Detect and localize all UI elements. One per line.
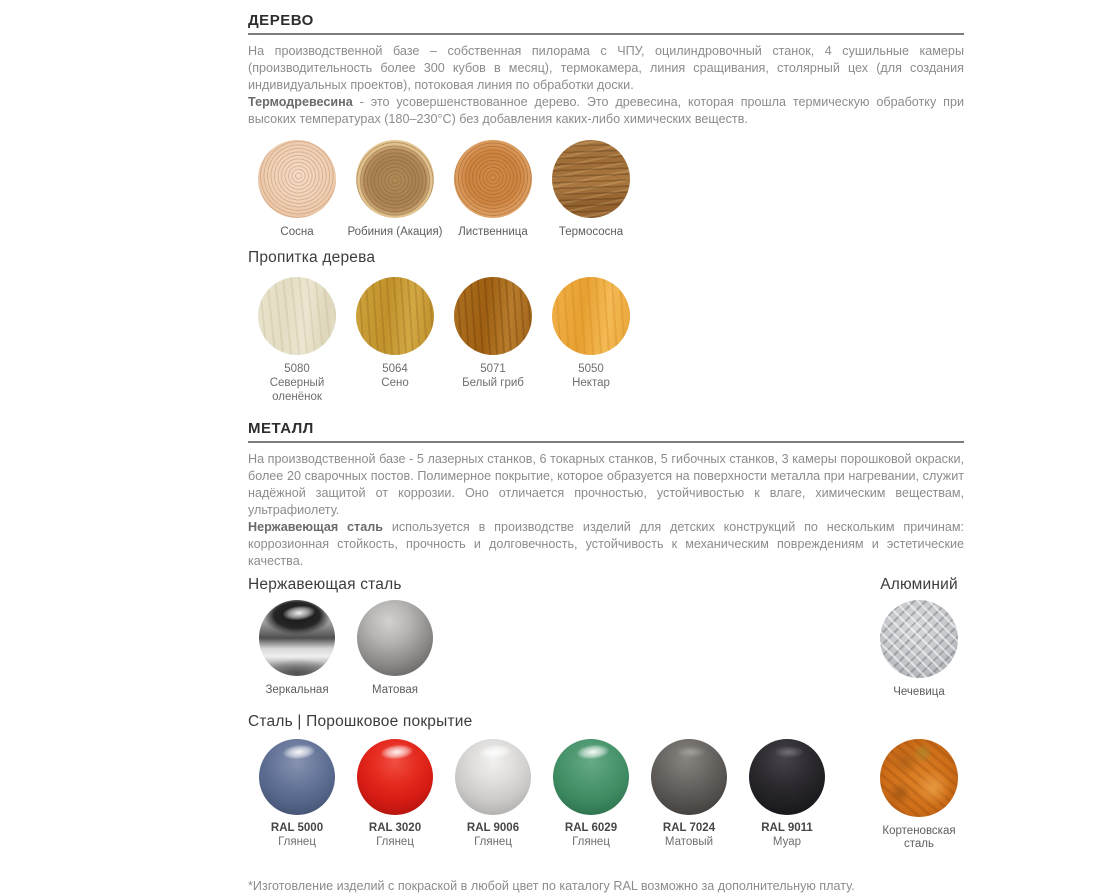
ral-9011-caption xyxy=(761,822,813,849)
aluminum-subheading: Алюминий xyxy=(880,576,958,593)
metal-section-title: МЕТАЛЛ xyxy=(248,420,314,437)
ral-3020-swatch xyxy=(357,739,433,815)
ral-9006 xyxy=(444,739,542,851)
stainless-mirror xyxy=(248,600,346,697)
thermopine-label: Термососна xyxy=(558,226,624,238)
stain-5050-name: Нектар xyxy=(572,377,610,389)
stainless-description: используется в производстве изделий для детских конструкций по нескольким причинам: коррозионная стойкость, прочность и долговечность, устойчивость к механическим повреждениям и эстетические качества. xyxy=(248,520,964,568)
matte-steel-label: Матовая xyxy=(372,684,418,696)
ral-9006-caption xyxy=(467,822,519,849)
ral-7024-finish: Матовый xyxy=(664,836,714,848)
ral-3020-finish: Глянец xyxy=(376,836,414,848)
wood-species-thermopine xyxy=(542,140,640,239)
wood-intro-text: На производственной базе – собственная пилорама с ЧПУ, оцилиндровочный станок, 4 сушильные камеры (производительность более 300 кубов в месяц), термокамера, линия сращивания, столярный цех (для создания индивидуальных проектов), потоковая линия по обработки доски. xyxy=(248,44,964,92)
ral-6029-finish: Глянец xyxy=(572,836,610,848)
mirror-steel-swatch xyxy=(259,600,335,676)
pine-swatch xyxy=(258,140,336,218)
robinia-swatch xyxy=(356,140,434,218)
corten-steel-swatch xyxy=(880,739,958,817)
ral-9011-finish: Муар xyxy=(772,836,802,848)
wood-intro-paragraph xyxy=(248,43,964,128)
ral-footnote: *Изготовление изделий с покраской в любой цвет по каталогу RAL возможно за дополнительную плату. xyxy=(248,879,855,893)
ral-5000-caption xyxy=(271,822,323,849)
larch-label: Лиственница xyxy=(458,226,528,238)
ral-5000-code: RAL 5000 xyxy=(270,822,324,834)
stain-5050-code: 5050 xyxy=(578,363,604,375)
checker-plate-swatch xyxy=(880,600,958,678)
stain-5071-swatch xyxy=(454,277,532,355)
wood-species-robinia xyxy=(346,140,444,239)
matte-steel-swatch xyxy=(357,600,433,676)
stain-5080 xyxy=(248,277,346,404)
corten-steel-label: Кортеновская сталь xyxy=(882,825,956,850)
stain-5071-code: 5071 xyxy=(480,363,506,375)
stainless-finishes-row xyxy=(248,600,444,697)
stain-5071-name: Белый гриб xyxy=(462,377,524,389)
ral-6029 xyxy=(542,739,640,851)
metal-section-divider xyxy=(248,441,964,443)
ral-5000-finish: Глянец xyxy=(278,836,316,848)
ral-9006-swatch xyxy=(455,739,531,815)
stain-5080-code: 5080 xyxy=(284,363,310,375)
mirror-steel-label: Зеркальная xyxy=(265,684,329,696)
metal-intro-text: На производственной базе - 5 лазерных станков, 6 токарных станков, 5 гибочных станков, 3 камеры порошковой окраски, более 20 сварочных постов. Полимерное покрытие, которое образуется на поверхности металла при нагревании, служит надёжной защитой от коррозии. Оно отличается прочностью, устойчивостью к влаге, химическим веществам, ультрафиолету. xyxy=(248,452,964,517)
wood-species-row xyxy=(248,140,964,239)
ral-3020-code: RAL 3020 xyxy=(368,822,422,834)
ral-6029-caption xyxy=(565,822,617,849)
ral-7024 xyxy=(640,739,738,851)
stainless-group xyxy=(248,576,444,697)
stain-5064-code: 5064 xyxy=(382,363,408,375)
larch-swatch xyxy=(454,140,532,218)
wood-stains-row xyxy=(248,277,964,404)
stainless-subheading: Нержавеющая сталь xyxy=(248,576,402,593)
stainless-aluminum-row xyxy=(248,576,964,699)
stain-5080-caption xyxy=(254,362,340,404)
ral-6029-code: RAL 6029 xyxy=(564,822,618,834)
stain-5050-caption xyxy=(572,362,610,390)
stain-5064-swatch xyxy=(356,277,434,355)
page-content xyxy=(248,0,964,893)
ral-9011 xyxy=(738,739,836,851)
stainless-lead: Нержавеющая сталь xyxy=(248,520,383,534)
stain-5064 xyxy=(346,277,444,404)
ral-7024-swatch xyxy=(651,739,727,815)
pine-label: Сосна xyxy=(280,226,314,238)
stain-5071-caption xyxy=(462,362,524,390)
ral-6029-swatch xyxy=(553,739,629,815)
stain-5064-name: Сено xyxy=(381,377,409,389)
ral-9011-code: RAL 9011 xyxy=(761,822,813,834)
thermowood-lead: Термодревесина xyxy=(248,95,353,109)
stainless-matte xyxy=(346,600,444,697)
checker-plate-label: Чечевица xyxy=(893,686,945,698)
aluminum-checker xyxy=(874,600,964,699)
wood-section-title: ДЕРЕВО xyxy=(248,12,314,29)
stain-5064-caption xyxy=(381,362,408,390)
stain-5050-swatch xyxy=(552,277,630,355)
ral-9006-code: RAL 9006 xyxy=(466,822,520,834)
ral-9011-swatch xyxy=(749,739,825,815)
aluminum-group xyxy=(874,576,964,699)
thermopine-swatch xyxy=(552,140,630,218)
stain-subheading: Пропитка дерева xyxy=(248,249,376,266)
thermowood-description: - это усовершенствованное дерево. Это древесина, которая прошла термическую обработку при высоких температурах (180–230°С) без добавления каких-либо химических веществ. xyxy=(248,95,964,126)
powder-subheading: Сталь | Порошковое покрытие xyxy=(248,713,473,730)
ral-5000 xyxy=(248,739,346,851)
wood-species-pine xyxy=(248,140,346,239)
ral-7024-code: RAL 7024 xyxy=(662,822,716,834)
ral-3020 xyxy=(346,739,444,851)
powder-coats-row xyxy=(248,739,964,851)
stain-5050 xyxy=(542,277,640,404)
robinia-label: Робиния (Акация) xyxy=(347,226,443,238)
stain-5080-swatch xyxy=(258,277,336,355)
ral-5000-swatch xyxy=(259,739,335,815)
ral-3020-caption xyxy=(369,822,421,849)
ral-7024-caption xyxy=(663,822,715,849)
wood-section-divider xyxy=(248,33,964,35)
metal-intro-paragraph xyxy=(248,451,964,570)
ral-9006-finish: Глянец xyxy=(474,836,512,848)
stain-5080-name: Северный оленёнок xyxy=(269,377,325,403)
corten-steel xyxy=(874,739,964,851)
wood-species-larch xyxy=(444,140,542,239)
stain-5071 xyxy=(444,277,542,404)
